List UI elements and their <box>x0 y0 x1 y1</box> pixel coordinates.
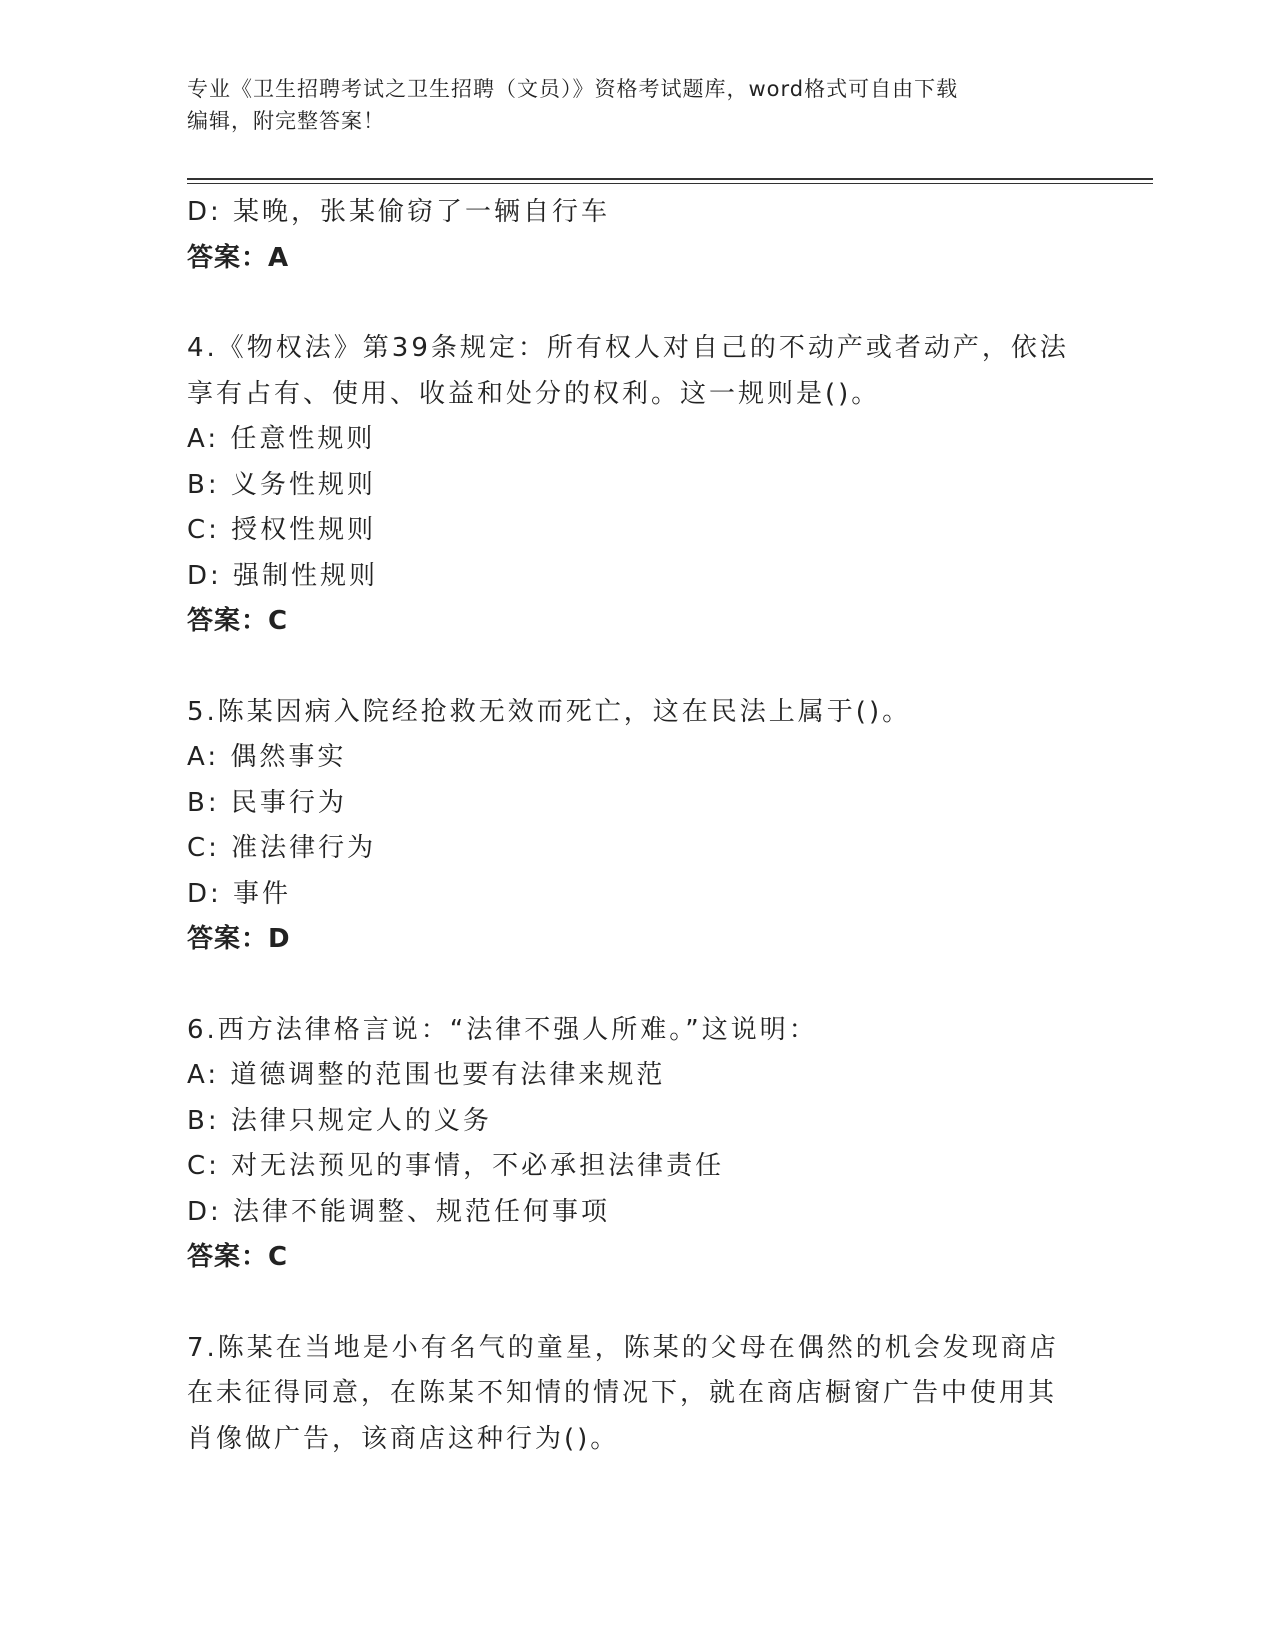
document-header <box>187 73 1067 137</box>
question-5-option-b: B: 民事行为 <box>187 787 347 818</box>
question-4 <box>187 326 1087 645</box>
question-5-option-c: C: 准法律行为 <box>187 833 377 863</box>
question-4-option-c: C: 授权性规则 <box>187 515 377 545</box>
question-spacer <box>187 1281 1087 1326</box>
question-spacer <box>187 645 1087 690</box>
header-line-1: 专业《卫生招聘考试之卫生招聘（文员）》资格考试题库，word格式可自由下载 <box>187 77 959 101</box>
question-4-option-b: B: 义务性规则 <box>187 469 376 500</box>
question-6-stem-line-1: 6.西方法律格言说：“法律不强人所难。”这说明： <box>187 1014 818 1045</box>
question-5-stem-line-1: 5.陈某因病入院经抢救无效而死亡，这在民法上属于()。 <box>187 696 912 727</box>
question-4-answer: 答案：C <box>187 606 289 636</box>
question-4-stem-line-2: 享有占有、使用、收益和处分的权利。这一规则是()。 <box>187 378 881 409</box>
question-spacer <box>187 963 1087 1008</box>
prev-question-answer: 答案：A <box>187 242 290 273</box>
question-5 <box>187 690 1087 963</box>
question-4-option-a: A: 任意性规则 <box>187 424 376 454</box>
question-7 <box>187 1326 1087 1463</box>
prev-question-option-d: D: 某晚，张某偷窃了一辆自行车 <box>187 197 611 227</box>
question-4-option-d: D: 强制性规则 <box>187 560 379 591</box>
question-6 <box>187 1008 1087 1281</box>
question-7-stem-line-3: 肖像做广告，该商店这种行为()。 <box>187 1423 620 1454</box>
question-4-stem-line-1: 4.《物权法》第39条规定：所有权人对自己的不动产或者动产，依法 <box>187 333 1069 363</box>
header-rule-thick <box>187 178 1153 180</box>
question-content <box>187 190 1087 1462</box>
question-6-answer: 答案：C <box>187 1242 289 1272</box>
question-6-option-d: D: 法律不能调整、规范任何事项 <box>187 1196 611 1227</box>
question-spacer <box>187 281 1087 326</box>
question-5-option-d: D: 事件 <box>187 878 292 909</box>
question-6-option-b: B: 法律只规定人的义务 <box>187 1105 492 1136</box>
question-6-option-a: A: 道德调整的范围也要有法律来规范 <box>187 1060 666 1090</box>
question-5-answer: 答案：D <box>187 924 291 954</box>
header-line-2: 编辑，附完整答案！ <box>187 109 385 133</box>
header-rule-thin <box>187 183 1153 184</box>
question-7-stem-line-1: 7.陈某在当地是小有名气的童星，陈某的父母在偶然的机会发现商店 <box>187 1332 1059 1363</box>
question-6-option-c: C: 对无法预见的事情，不必承担法律责任 <box>187 1151 725 1181</box>
question-5-option-a: A: 偶然事实 <box>187 742 347 772</box>
question-7-stem-line-2: 在未征得同意，在陈某不知情的情况下，就在商店橱窗广告中使用其 <box>187 1378 1058 1408</box>
